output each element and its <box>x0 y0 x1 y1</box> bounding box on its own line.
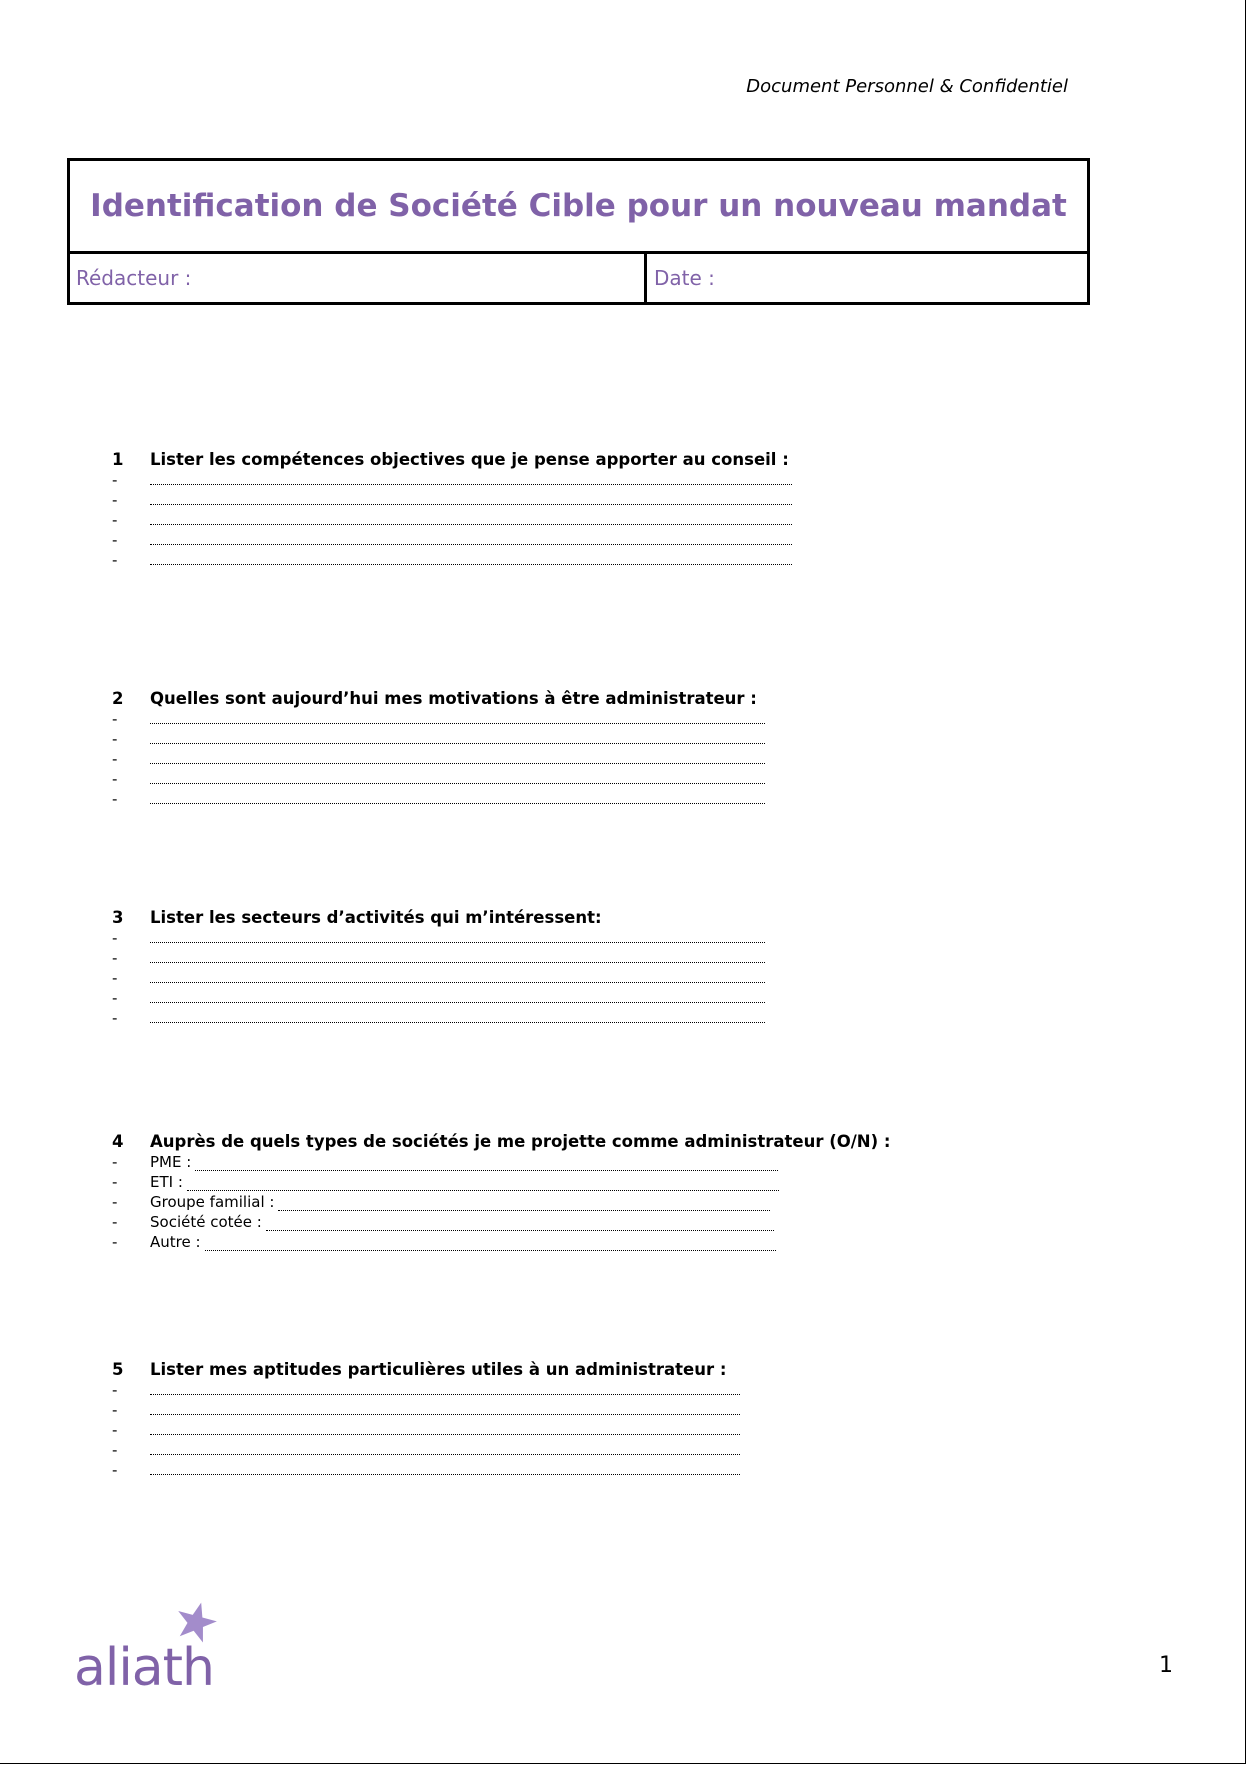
meta-row <box>67 251 1090 305</box>
section-number: 4 <box>112 1131 124 1151</box>
list-dash: - <box>112 511 118 529</box>
date-field[interactable]: Date : <box>654 266 715 290</box>
answer-line[interactable] <box>150 1012 765 1023</box>
list-dash: - <box>112 1381 118 1399</box>
list-dash: - <box>112 730 118 748</box>
list-dash: - <box>112 750 118 768</box>
section-number: 1 <box>112 449 124 469</box>
answer-line[interactable] <box>150 494 792 505</box>
document-title: Identification de Société Cible pour un nouveau mandat <box>67 158 1090 251</box>
author-field[interactable]: Rédacteur : <box>70 254 647 302</box>
answer-line[interactable] <box>150 713 765 724</box>
section-title: Auprès de quels types de sociétés je me projette comme administrateur (O/N) : <box>150 1131 891 1151</box>
answer-line[interactable] <box>150 733 765 744</box>
list-dash: - <box>112 1421 118 1439</box>
section-1 <box>112 448 792 570</box>
list-dash: - <box>112 1213 118 1231</box>
answer-line[interactable] <box>150 1424 740 1435</box>
answer-line[interactable] <box>150 952 765 963</box>
list-dash: - <box>112 491 118 509</box>
list-dash: - <box>112 1173 118 1191</box>
list-dash: - <box>112 989 118 1007</box>
list-dash: - <box>112 471 118 489</box>
company-type-label: ETI : <box>150 1173 183 1191</box>
title-table <box>67 158 1090 305</box>
answer-line[interactable] <box>150 1444 740 1455</box>
list-dash: - <box>112 790 118 808</box>
answer-line[interactable] <box>150 514 792 525</box>
logo-text: aliath <box>74 1638 214 1698</box>
answer-line[interactable] <box>150 773 765 784</box>
answer-line[interactable] <box>150 753 765 764</box>
list-dash: - <box>112 1233 118 1251</box>
company-type-label: Groupe familial : <box>150 1193 275 1211</box>
list-dash: - <box>112 1193 118 1211</box>
list-dash: - <box>112 770 118 788</box>
list-dash: - <box>112 531 118 549</box>
list-dash: - <box>112 949 118 967</box>
answer-line[interactable] <box>150 793 765 804</box>
list-dash: - <box>112 710 118 728</box>
answer-line[interactable] <box>266 1218 774 1231</box>
answer-line[interactable] <box>150 474 792 485</box>
company-type-label: Autre : <box>150 1233 201 1251</box>
section-number: 2 <box>112 688 124 708</box>
answer-line[interactable] <box>150 972 765 983</box>
list-dash: - <box>112 929 118 947</box>
answer-line[interactable] <box>150 992 765 1003</box>
section-title: Lister mes aptitudes particulières utiles à un administrateur : <box>150 1359 727 1379</box>
answer-line[interactable] <box>195 1158 778 1171</box>
company-type-label: PME : <box>150 1153 192 1171</box>
list-dash: - <box>112 1401 118 1419</box>
answer-line[interactable] <box>150 1464 740 1475</box>
list-dash: - <box>112 969 118 987</box>
section-2 <box>112 687 765 809</box>
section-title: Lister les secteurs d’activités qui m’intéressent: <box>150 907 602 927</box>
list-dash: - <box>112 551 118 569</box>
answer-line[interactable] <box>187 1178 779 1191</box>
list-dash: - <box>112 1153 118 1171</box>
aliath-logo <box>74 1600 234 1698</box>
list-dash: - <box>112 1009 118 1027</box>
section-number: 5 <box>112 1359 124 1379</box>
answer-line[interactable] <box>150 534 792 545</box>
answer-line[interactable] <box>150 1404 740 1415</box>
answer-line[interactable] <box>278 1198 770 1211</box>
section-title: Quelles sont aujourd’hui mes motivations à être administrateur : <box>150 688 757 708</box>
list-dash: - <box>112 1441 118 1459</box>
section-3 <box>112 906 765 1028</box>
answer-line[interactable] <box>150 932 765 943</box>
list-dash: - <box>112 1461 118 1479</box>
section-title: Lister les compétences objectives que je pense apporter au conseil : <box>150 449 789 469</box>
answer-line[interactable] <box>205 1238 776 1251</box>
section-5 <box>112 1358 740 1480</box>
section-number: 3 <box>112 907 124 927</box>
answer-line[interactable] <box>150 554 792 565</box>
section-4 <box>112 1130 891 1252</box>
confidential-note: Document Personnel & Confidentiel <box>746 76 1068 97</box>
answer-line[interactable] <box>150 1384 740 1395</box>
company-type-label: Société cotée : <box>150 1213 262 1231</box>
page-number: 1 <box>1159 1653 1173 1678</box>
